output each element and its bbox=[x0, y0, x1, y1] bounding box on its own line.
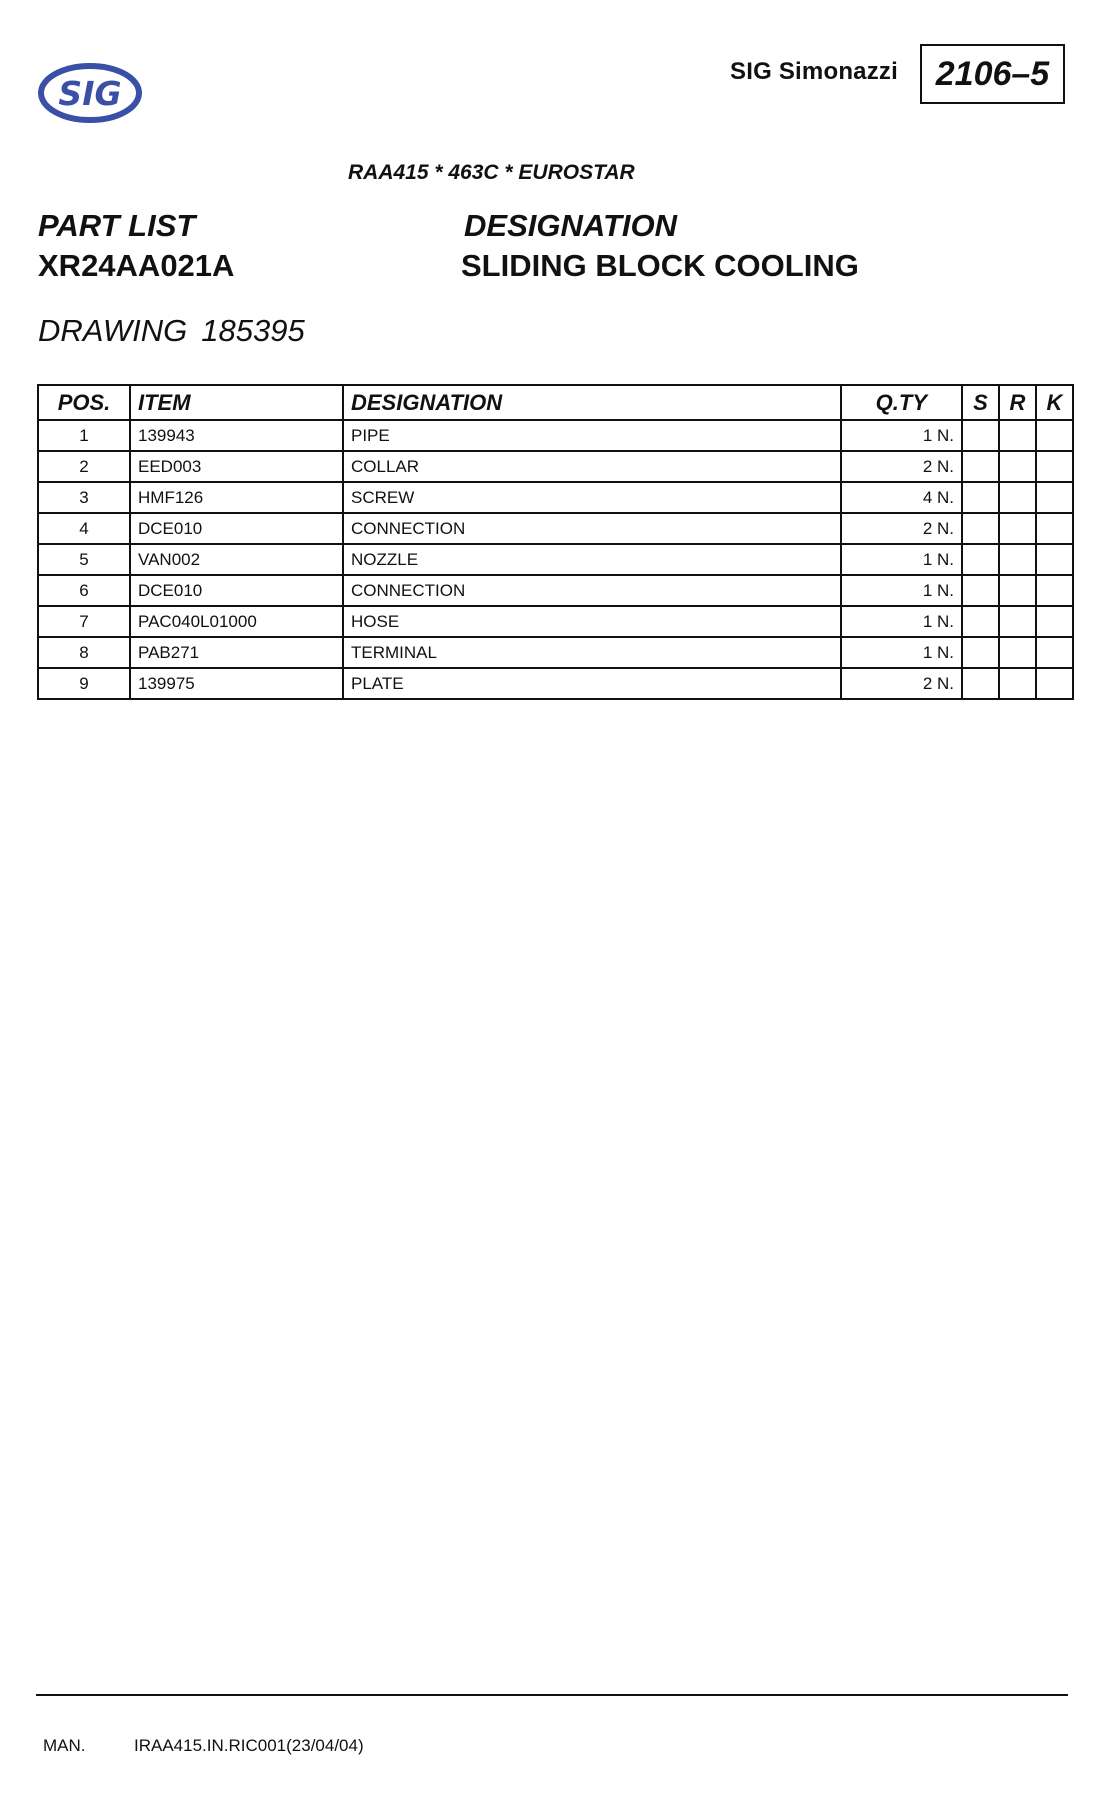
cell-designation: TERMINAL bbox=[343, 637, 841, 668]
cell-r bbox=[999, 637, 1036, 668]
header-k: K bbox=[1036, 385, 1073, 420]
cell-k bbox=[1036, 544, 1073, 575]
cell-k bbox=[1036, 482, 1073, 513]
cell-qty: 1 N. bbox=[841, 575, 962, 606]
designation-value: SLIDING BLOCK COOLING bbox=[461, 248, 859, 283]
cell-designation: CONNECTION bbox=[343, 575, 841, 606]
cell-designation: SCREW bbox=[343, 482, 841, 513]
cell-k bbox=[1036, 513, 1073, 544]
cell-pos: 7 bbox=[38, 606, 130, 637]
table-row bbox=[38, 606, 1073, 637]
table-row bbox=[38, 451, 1073, 482]
cell-k bbox=[1036, 420, 1073, 451]
model-line: RAA415 * 463C * EUROSTAR bbox=[348, 161, 635, 184]
cell-pos: 9 bbox=[38, 668, 130, 699]
footer-reference: IRAA415.IN.RIC001(23/04/04) bbox=[134, 1736, 364, 1755]
header-designation: DESIGNATION bbox=[343, 385, 841, 420]
cell-s bbox=[962, 544, 999, 575]
cell-item: DCE010 bbox=[130, 513, 343, 544]
table-row bbox=[38, 513, 1073, 544]
cell-s bbox=[962, 668, 999, 699]
header-r: R bbox=[999, 385, 1036, 420]
header-pos: POS. bbox=[38, 385, 130, 420]
cell-pos: 4 bbox=[38, 513, 130, 544]
sig-logo bbox=[38, 63, 142, 123]
logo-text: SIG bbox=[58, 74, 122, 113]
cell-k bbox=[1036, 637, 1073, 668]
drawing-reference bbox=[38, 313, 305, 349]
cell-pos: 8 bbox=[38, 637, 130, 668]
cell-qty: 2 N. bbox=[841, 668, 962, 699]
cell-r bbox=[999, 544, 1036, 575]
cell-item: HMF126 bbox=[130, 482, 343, 513]
table-row bbox=[38, 420, 1073, 451]
table-row bbox=[38, 575, 1073, 606]
cell-r bbox=[999, 606, 1036, 637]
cell-item: 139943 bbox=[130, 420, 343, 451]
table-row bbox=[38, 482, 1073, 513]
cell-item: PAB271 bbox=[130, 637, 343, 668]
cell-pos: 1 bbox=[38, 420, 130, 451]
cell-s bbox=[962, 482, 999, 513]
cell-designation: HOSE bbox=[343, 606, 841, 637]
part-list-label: PART LIST bbox=[38, 208, 196, 243]
cell-pos: 6 bbox=[38, 575, 130, 606]
cell-pos: 3 bbox=[38, 482, 130, 513]
cell-s bbox=[962, 575, 999, 606]
page-number: 2106–5 bbox=[920, 44, 1065, 104]
table-header-row bbox=[38, 385, 1073, 420]
cell-r bbox=[999, 420, 1036, 451]
table-row bbox=[38, 668, 1073, 699]
company-name: SIG Simonazzi bbox=[730, 58, 898, 85]
cell-designation: CONNECTION bbox=[343, 513, 841, 544]
cell-k bbox=[1036, 575, 1073, 606]
cell-s bbox=[962, 420, 999, 451]
cell-r bbox=[999, 668, 1036, 699]
table-row bbox=[38, 637, 1073, 668]
cell-item: PAC040L01000 bbox=[130, 606, 343, 637]
cell-qty: 1 N. bbox=[841, 420, 962, 451]
table-row bbox=[38, 544, 1073, 575]
cell-qty: 1 N. bbox=[841, 637, 962, 668]
cell-s bbox=[962, 606, 999, 637]
header-s: S bbox=[962, 385, 999, 420]
cell-k bbox=[1036, 451, 1073, 482]
cell-item: DCE010 bbox=[130, 575, 343, 606]
cell-pos: 2 bbox=[38, 451, 130, 482]
cell-r bbox=[999, 482, 1036, 513]
header-item: ITEM bbox=[130, 385, 343, 420]
cell-s bbox=[962, 513, 999, 544]
cell-designation: PIPE bbox=[343, 420, 841, 451]
footer-divider bbox=[36, 1694, 1068, 1696]
cell-qty: 1 N. bbox=[841, 606, 962, 637]
cell-designation: COLLAR bbox=[343, 451, 841, 482]
cell-pos: 5 bbox=[38, 544, 130, 575]
cell-r bbox=[999, 513, 1036, 544]
cell-k bbox=[1036, 606, 1073, 637]
footer-man-label: MAN. bbox=[43, 1736, 86, 1755]
cell-qty: 2 N. bbox=[841, 451, 962, 482]
parts-table bbox=[37, 384, 1074, 700]
cell-item: 139975 bbox=[130, 668, 343, 699]
cell-qty: 2 N. bbox=[841, 513, 962, 544]
cell-qty: 1 N. bbox=[841, 544, 962, 575]
cell-s bbox=[962, 637, 999, 668]
cell-k bbox=[1036, 668, 1073, 699]
designation-label: DESIGNATION bbox=[464, 208, 677, 243]
cell-designation: NOZZLE bbox=[343, 544, 841, 575]
cell-qty: 4 N. bbox=[841, 482, 962, 513]
cell-item: EED003 bbox=[130, 451, 343, 482]
header-qty: Q.TY bbox=[841, 385, 962, 420]
part-code: XR24AA021A bbox=[38, 248, 235, 283]
cell-s bbox=[962, 451, 999, 482]
drawing-label: DRAWING bbox=[38, 313, 188, 348]
cell-designation: PLATE bbox=[343, 668, 841, 699]
cell-r bbox=[999, 451, 1036, 482]
cell-item: VAN002 bbox=[130, 544, 343, 575]
drawing-number: 185395 bbox=[201, 313, 305, 348]
cell-r bbox=[999, 575, 1036, 606]
